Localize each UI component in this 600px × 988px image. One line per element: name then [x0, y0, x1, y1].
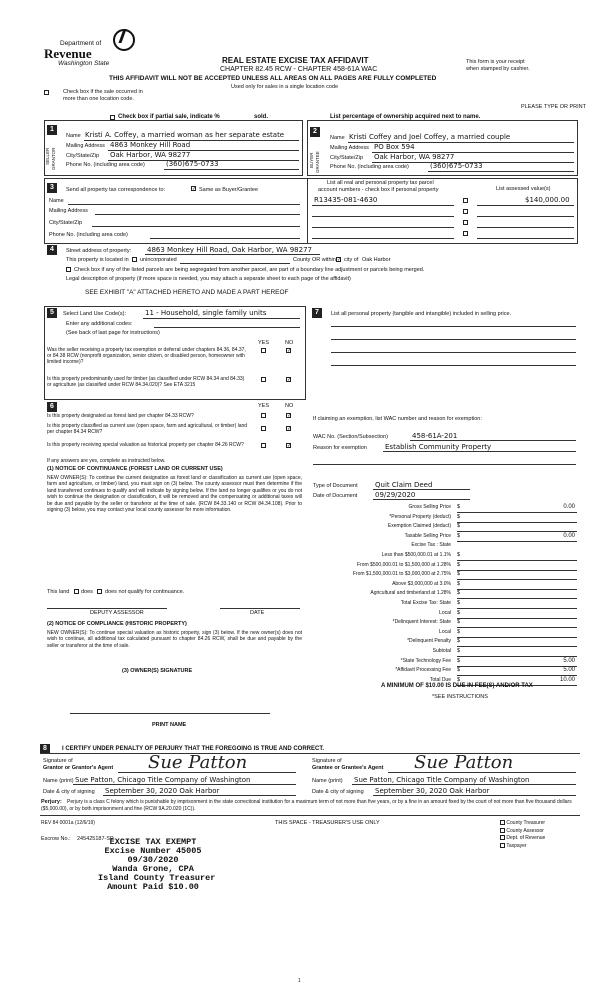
buyer-name[interactable]: Kristi Coffey and Joel Coffey, a married couple [349, 133, 511, 141]
fee-value[interactable]: 0.00 [563, 504, 575, 510]
same-as-buyer-label: Same as Buyer/Grantee [199, 187, 259, 193]
fee-dollar-sign: $ [457, 561, 461, 568]
grantor-name[interactable]: Sue Patton, Chicago Title Company of Washington [75, 776, 251, 784]
grantee-name[interactable]: Sue Patton, Chicago Title Company of Washington [354, 776, 530, 784]
perjury-label: Perjury: [41, 799, 62, 805]
s6-q3-yes[interactable] [261, 443, 266, 449]
fee-label: Agricultural and timberland at 1.28% [370, 590, 451, 597]
land-qualify-label: This land [47, 589, 70, 595]
section-8-number: 8 [40, 744, 50, 754]
fee-row [315, 629, 577, 638]
seller-address[interactable]: 4863 Monkey Hill Road [110, 141, 191, 149]
fee-label: Gross Selling Price [408, 504, 451, 510]
parcel-header-2: account numbers - check box if personal property [318, 187, 439, 193]
personal-property-label: List all personal property (tangible and intangible) included in selling price. [331, 311, 512, 317]
stamp-line-3: 09/30/2020 [127, 855, 179, 865]
fee-row [315, 504, 577, 513]
stamp-line-6: Amount Paid $10.00 [107, 882, 199, 892]
fee-row [315, 600, 577, 609]
stamp-line-1: EXCISE TAX EXEMPT [109, 837, 197, 847]
s5-q2-yes[interactable] [261, 377, 266, 383]
land-use-label: Select Land Use Code(s): [63, 311, 126, 317]
buyer-phone-label: Phone No. (including area code) [330, 164, 409, 170]
fee-row [315, 610, 577, 619]
fee-value[interactable]: 5.00 [563, 657, 575, 664]
section-1-number: 1 [47, 125, 57, 135]
fee-dollar-sign: $ [457, 676, 461, 683]
dist-taxpayer: Taxpayer [506, 842, 527, 849]
dist-county-assessor: County Assessor [506, 827, 544, 834]
minimum-fee-note: A MINIMUM OF $10.00 IS DUE IN FEE(S) AND/OR TAX [381, 683, 533, 689]
see-instructions: *SEE INSTRUCTIONS [432, 694, 488, 700]
grantee-sig-label-1: Signature of [312, 758, 342, 764]
personal-property-checkbox-4[interactable] [463, 231, 468, 237]
sold-label: sold. [254, 114, 269, 120]
s5-question-1: Was the seller receiving a property tax exemption or deferral under chapters 84.36, 84.37, or 84.38 RCW (nonprofit organization, senior citizen, or disabled person, homeowner with limited income)? [47, 347, 246, 365]
grantor-side-label: GRANTOR [51, 147, 56, 170]
deputy-assessor-label: DEPUTY ASSESSOR [90, 610, 144, 616]
section-5-number: 5 [47, 308, 57, 318]
if-yes-note: If any answers are yes, complete as instructed below. [47, 458, 166, 464]
grantor-sig-label-2: Grantor or Grantor's Agent [43, 765, 114, 771]
perjury-text: Perjury is a class C felony which is punishable by imprisonment in the state correctional institution for a maximum term of not more than five years, or by a fine in an amount fixed by the court of not more than five thousand dollars ($5,000.00), or by both imprisonment and fine (RCW 9A.20.020 (1C)). [41, 799, 572, 812]
s6-q2-yes[interactable] [261, 426, 266, 432]
fee-dollar-sign: $ [457, 571, 461, 578]
notice-1-text: NEW OWNER(S): To continue the current designation as forest land or classification as current use (open space, farm and agriculture, or timber) land, you must sign on (3) below. The county assessor must then determine if the land transferred continues to qualify and will indicate by signing below. If the land no longer qualifies or you do not wish to continue the designation or classification, it will be removed and the compensating or additional taxes will be due and payable by the seller or transferor at the time of sale. (RCW 84.33.140 or RCW 84.34.108). Prior to signing (3) below, you may contact your local county assessor for more information. [47, 475, 302, 514]
buyer-city-label: City/State/Zip [330, 155, 364, 161]
city-of-label: city of [344, 257, 359, 263]
section-4-number: 4 [47, 245, 57, 255]
revenue-logo-icon [113, 29, 135, 51]
fee-dollar-sign: $ [457, 619, 461, 626]
page-number: 1 [298, 978, 301, 984]
legal-desc-label: Legal description of property (if more space is needed, you may attach a separate sheet to each page of the affidavit) [66, 276, 351, 282]
fee-dollar-sign: $ [457, 523, 461, 530]
fee-label: From $1,500,000.01 to $3,000,000 at 2.75% [352, 571, 451, 578]
additional-codes-label: Enter any additional codes: [66, 321, 133, 327]
does-qualify-checkbox[interactable] [74, 589, 79, 595]
grantee-sig-label-2: Grantee or Grantee's Agent [312, 765, 384, 771]
segregated-label: Check box if any of the listed parcels are being segregated from another parcel, are part of a boundary line adjustment or parcels being merged. [74, 267, 425, 273]
stamp-line-5: Island County Treasurer [98, 873, 216, 883]
dist-dept-revenue: Dept. of Revenue [506, 835, 546, 841]
use-note: Used only for sales in a single location code [231, 84, 339, 90]
fee-dollar-sign: $ [457, 638, 461, 645]
fee-label: Local [439, 628, 451, 635]
seller-phone-label: Phone No. (including area code) [66, 162, 145, 168]
s6-q3-no[interactable]: ✓ [287, 443, 292, 449]
wac-number[interactable]: 458-61A-201 [412, 432, 458, 440]
send-correspondence-label: Send all property tax correspondence to: [66, 187, 166, 193]
buyer-name-label: Name [330, 135, 345, 141]
within-city-checkbox[interactable]: ✓ [337, 257, 342, 263]
fee-dollar-sign: $ [457, 600, 461, 606]
seller-side-label: SELLER [45, 147, 50, 165]
fee-value[interactable]: 10.00 [559, 676, 575, 683]
doc-type[interactable]: Quit Claim Deed [375, 481, 433, 489]
personal-property-checkbox-1[interactable] [463, 198, 468, 204]
escrow-label: Escrow No.: [41, 836, 71, 842]
fee-row [315, 523, 577, 532]
s6-q1-yes[interactable] [261, 413, 266, 419]
fee-dollar-sign: $ [457, 667, 461, 674]
section-3-number: 3 [47, 183, 57, 193]
buyer-address-label: Mailing Address [330, 145, 369, 151]
s5-q1-yes[interactable] [261, 348, 266, 354]
buyer-city[interactable]: Oak Harbor, WA 98277 [374, 153, 455, 161]
fee-label: Total Excise Tax: State [400, 600, 451, 606]
s6-no-header: NO [285, 403, 294, 409]
fee-row [315, 667, 577, 676]
distribution-list [500, 820, 545, 850]
assessed-header: List assessed value(s) [496, 186, 551, 192]
doc-date[interactable]: 09/29/2020 [375, 491, 416, 499]
fee-value[interactable]: 5.00 [563, 667, 575, 674]
form-warning: THIS AFFIDAVIT WILL NOT BE ACCEPTED UNLESS ALL AREAS ON ALL PAGES ARE FULLY COMPLETED [109, 75, 437, 82]
fee-row [315, 658, 577, 667]
s3-address-label: Mailing Address [49, 208, 88, 214]
located-label: This property is located in [66, 257, 129, 263]
grantor-signature[interactable]: Sue Patton [148, 752, 248, 773]
grantee-date-label: Date & city of signing [312, 789, 364, 795]
s6-q2-no[interactable]: ✓ [287, 426, 292, 432]
fee-row [315, 590, 577, 599]
seller-address-label: Mailing Address [66, 143, 105, 149]
grantee-side-label: GRANTEE [315, 151, 320, 173]
property-city[interactable]: Oak Harbor [362, 257, 391, 263]
fee-label: From $500,000.01 to $1,500,000 at 1.28% [357, 561, 451, 568]
fee-label: *State Technology Fee [400, 657, 451, 664]
notice-1-title: (1) NOTICE OF CONTINUANCE (FOREST LAND OR CURRENT USE) [47, 466, 223, 472]
fee-label: Total Due [429, 676, 451, 683]
fee-label: Above $3,000,000 at 3.0% [392, 580, 451, 587]
print-note: PLEASE TYPE OR PRINT [521, 104, 587, 110]
s5-question-2: Is this property predominantly used for timber (as classified under RCW 84.34 and 84.33) or agriculture (as classified under RCW 84.34.020)? See ETA 3215 [47, 376, 245, 388]
fee-label: Local [439, 609, 451, 616]
seller-phone[interactable]: (360)675-0733 [166, 160, 219, 168]
assessed-value[interactable]: $140,000.00 [525, 196, 570, 204]
legal-desc[interactable]: SEE EXHIBIT "A" ATTACHED HERETO AND MADE A PART HEREOF [85, 289, 289, 296]
fee-row [315, 648, 577, 657]
land-use-code[interactable]: 11 - Household, single family units [145, 309, 267, 317]
treasurer-use-only: THIS SPACE - TREASURER'S USE ONLY [275, 820, 380, 826]
fee-dollar-sign: $ [457, 513, 461, 520]
certify-statement: I CERTIFY UNDER PENALTY OF PERJURY THAT THE FOREGOING IS TRUE AND CORRECT. [62, 746, 325, 752]
street-address[interactable]: 4863 Monkey Hill Road, Oak Harbor, WA 98277 [147, 246, 312, 254]
fee-label: Taxable Selling Price [404, 532, 451, 539]
s3-city-label: City/State/Zip [49, 220, 83, 226]
s5-q1-no[interactable]: ✓ [287, 348, 292, 354]
s3-name-label: Name [49, 198, 64, 204]
fee-row [315, 581, 577, 590]
rev-number: REV 84 0001a (12/6/19) [41, 820, 95, 826]
dist-county-treasurer: County Treasurer [506, 820, 546, 826]
s6-question-1: Is this property designated as forest land per chapter 84.33 RCW? [47, 413, 194, 419]
stamp-line-2: Excise Number 45005 [104, 846, 202, 856]
fee-dollar-sign: $ [457, 609, 461, 616]
stamp-line-4: Wanda Grone, CPA [112, 864, 194, 874]
form-title: REAL ESTATE EXCISE TAX AFFIDAVIT [222, 56, 369, 65]
section-7-number: 7 [312, 308, 322, 318]
fee-label: Excise Tax : State [411, 542, 451, 549]
fee-row [315, 562, 577, 571]
doc-type-label: Type of Document [313, 483, 358, 489]
dept-line-3: Washington State [58, 60, 110, 67]
buyer-phone[interactable]: (360)675-0733 [430, 162, 483, 170]
segregated-checkbox[interactable] [66, 267, 71, 273]
seller-city[interactable]: Oak Harbor, WA 98277 [110, 151, 191, 159]
does-not-qualify-checkbox[interactable] [97, 589, 102, 595]
fee-row [315, 542, 577, 551]
grantee-name-label: Name (print) [312, 778, 343, 784]
s5-q2-no[interactable]: ✓ [287, 377, 292, 383]
exemption-reason[interactable]: Establish Community Property [385, 443, 492, 451]
buyer-address[interactable]: PO Box 594 [374, 143, 415, 151]
doc-date-label: Date of Document [313, 493, 358, 499]
personal-property-checkbox-2[interactable] [463, 209, 468, 215]
fee-dollar-sign: $ [457, 580, 461, 587]
fee-dollar-sign: $ [457, 504, 461, 510]
fee-row [315, 533, 577, 542]
seller-name-label: Name [66, 133, 81, 139]
parcel-header-1: List all real and personal property tax parcel [327, 180, 434, 186]
grantor-name-label: Name (print) [43, 778, 74, 784]
s3-phone-label: Phone No. (including area code) [49, 232, 128, 238]
fee-label: *Personal Property (deduct) [389, 513, 451, 520]
excise-exempt-stamp [98, 837, 216, 892]
fee-dollar-sign: $ [457, 532, 461, 539]
fee-row [315, 619, 577, 628]
receipt-note-1: This form is your receipt [466, 59, 525, 65]
section-2-number: 2 [310, 127, 320, 137]
unincorporated-label: unincorporated [140, 257, 177, 263]
fee-row [315, 514, 577, 523]
notice-2-title: (2) NOTICE OF COMPLIANCE (HISTORIC PROPERTY) [47, 621, 187, 627]
section-6-number: 6 [47, 402, 57, 412]
does-label: does [81, 589, 93, 595]
county-or-label: County OR within [293, 257, 336, 263]
multi-location-checkbox[interactable] [44, 90, 49, 96]
deputy-date-label: DATE [250, 610, 265, 616]
multi-location-label-2: more than one location code. [63, 96, 134, 102]
fee-label: *Affidavit Processing Fee [395, 667, 451, 674]
s6-question-2: Is this property classified as current use (open space, farm and agricultural, or timber) land per chapter 84.34 RCW? [47, 423, 248, 435]
additional-codes-note: (See back of last page for instructions) [66, 330, 160, 336]
escrow-number: 245425187-SP [77, 836, 114, 842]
fee-dollar-sign: $ [457, 552, 461, 558]
fee-row [315, 552, 577, 561]
fee-value[interactable]: 0.00 [563, 532, 575, 539]
partial-sale-label: Check box if partial sale, indicate % [118, 114, 220, 120]
wac-label: WAC No. (Section/Subsection) [313, 434, 388, 440]
grantor-sig-label-1: Signature of [43, 758, 73, 764]
does-not-label: does not qualify for continuance. [105, 589, 185, 595]
s6-yes-header: YES [258, 403, 270, 409]
s6-q1-no[interactable]: ✓ [287, 413, 292, 419]
multi-location-label-1: Check box if the sale occurred in [63, 89, 143, 95]
fee-dollar-sign: $ [457, 590, 461, 597]
dept-line-2: Revenue [44, 46, 92, 61]
ownership-label: List percentage of ownership acquired next to name. [330, 114, 481, 120]
grantor-date-label: Date & city of signing [43, 789, 95, 795]
fee-row [315, 638, 577, 647]
grantee-signature[interactable]: Sue Patton [414, 752, 514, 773]
fee-dollar-sign: $ [457, 628, 461, 635]
s5-no-header: NO [285, 340, 294, 346]
receipt-note-2: when stamped by cashier. [466, 66, 530, 72]
buyer-side-label: BUYER [309, 152, 314, 168]
reason-label: Reason for exemption [313, 445, 367, 451]
fee-dollar-sign: $ [457, 648, 461, 654]
owner-signature-label: (3) OWNER(S) SIGNATURE [122, 668, 193, 674]
fee-label: Exemption Claimed (deduct) [387, 523, 451, 530]
unincorporated-checkbox[interactable] [132, 257, 137, 263]
fee-row [315, 571, 577, 580]
street-label: Street address of property: [66, 248, 132, 254]
fee-label: *Delinquent Penalty [407, 638, 451, 645]
grantee-date[interactable]: September 30, 2020 Oak Harbor [375, 787, 490, 795]
s5-yes-header: YES [258, 340, 270, 346]
same-as-buyer-checkbox[interactable]: ✓ [192, 186, 197, 192]
parcel-number[interactable]: R13435-081-4630 [314, 196, 378, 204]
grantor-date[interactable]: September 30, 2020 Oak Harbor [105, 787, 220, 795]
fee-dollar-sign: $ [457, 657, 461, 664]
exemption-claim-label: If claiming an exemption, list WAC number and reason for exemption: [313, 416, 482, 422]
print-name-label: PRINT NAME [152, 722, 187, 728]
personal-property-checkbox-3[interactable] [463, 220, 468, 226]
seller-city-label: City/State/Zip [66, 153, 100, 159]
form-subtitle: CHAPTER 82.45 RCW - CHAPTER 458-61A WAC [220, 66, 378, 73]
fee-label: *Delinquent Interest: State [392, 619, 451, 626]
fee-label: Subtotal [432, 648, 451, 654]
fee-label: Less than $500,000.01 at 1.1% [381, 552, 451, 558]
notice-2-text: NEW OWNER(S): To continue special valuation as historic property, sign (3) below. If the new owner(s) does not wish to continue, all additional tax calculated pursuant to chapter 84.26 RCW, shall be due and payable by the seller or transferor at the time of sale. [47, 630, 302, 649]
dept-line-1: Department of [60, 40, 102, 47]
seller-name[interactable]: Kristi A. Coffey, a married woman as her separate estate [85, 131, 285, 139]
s6-question-3: Is this property receiving special valuation as historical property per chapter 84.26 RCW? [47, 442, 244, 448]
